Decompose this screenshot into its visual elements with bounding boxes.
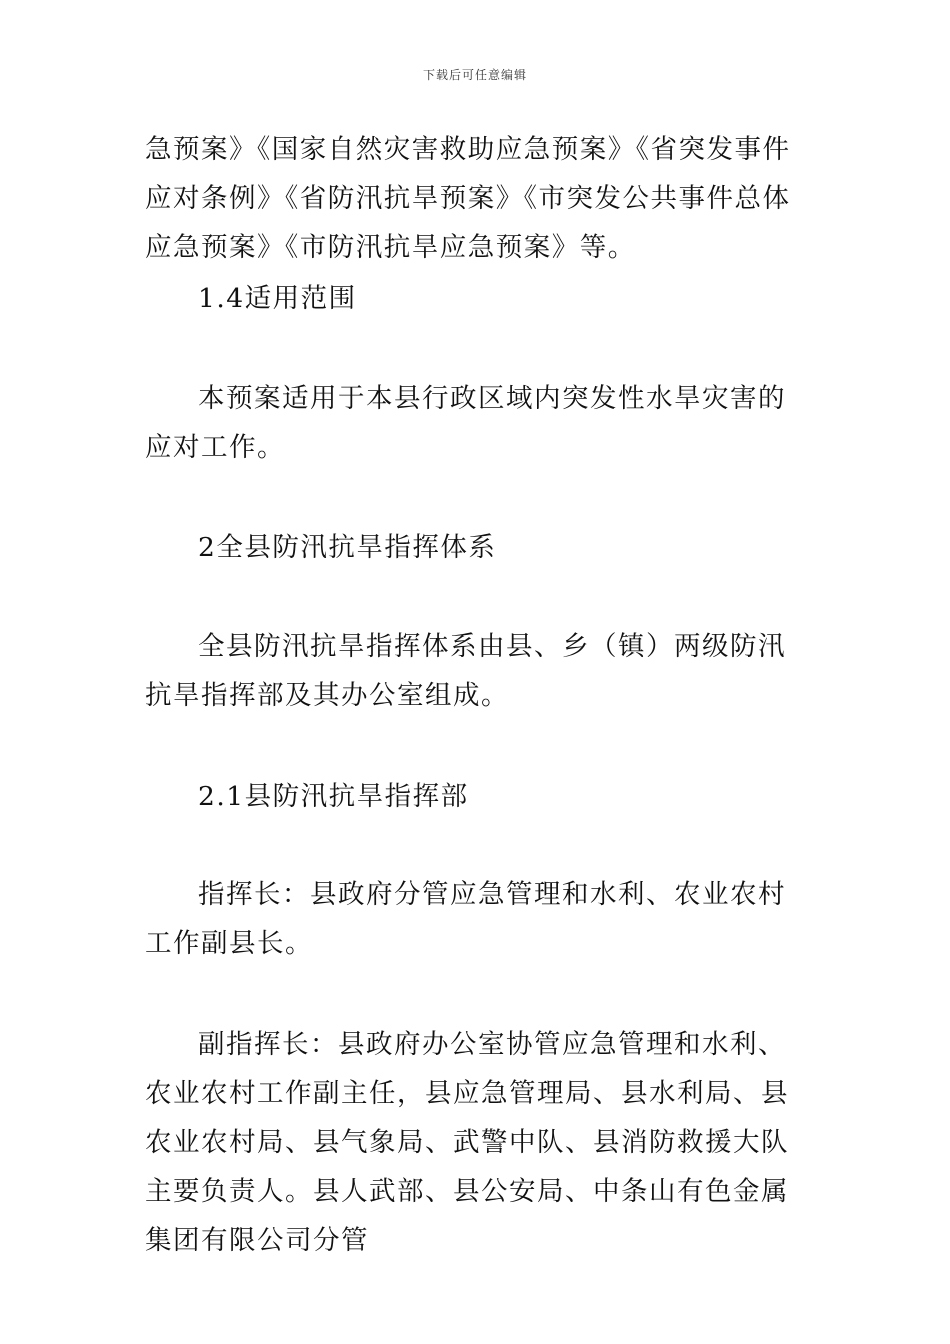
system-paragraph: 全县防汛抗旱指挥体系由县、乡（镇）两级防汛抗旱指挥部及其办公室组成。 — [145, 631, 786, 711]
scope-paragraph: 本预案适用于本县行政区域内突发性水旱灾害的应对工作。 — [145, 383, 786, 463]
section-heading-1-4: 1.4适用范围 — [198, 283, 357, 314]
commander-paragraph: 指挥长：县政府分管应急管理和水利、农业农村工作副县长。 — [145, 879, 786, 959]
page-header: 下载后可任意编辑 — [422, 68, 527, 82]
deputy-commander-paragraph: 副指挥长：县政府办公室协管应急管理和水利、农业农村工作副主任，县应急管理局、县水利局、县农业农村局、县气象局、武警中队、县消防救援大队主要负责人。县人武部、县公安局、中条山有色金属集团有限公司分管 — [145, 1029, 789, 1256]
section-heading-2: 2全县防汛抗旱指挥体系 — [198, 532, 497, 563]
section-heading-2-1: 2.1县防汛抗旱指挥部 — [198, 781, 469, 812]
intro-paragraph: 急预案》《国家自然灾害救助应急预案》《省突发事件应对条例》《省防汛抗旱预案》《市突发公共事件总体应急预案》《市防汛抗旱应急预案》等。 — [145, 134, 791, 263]
